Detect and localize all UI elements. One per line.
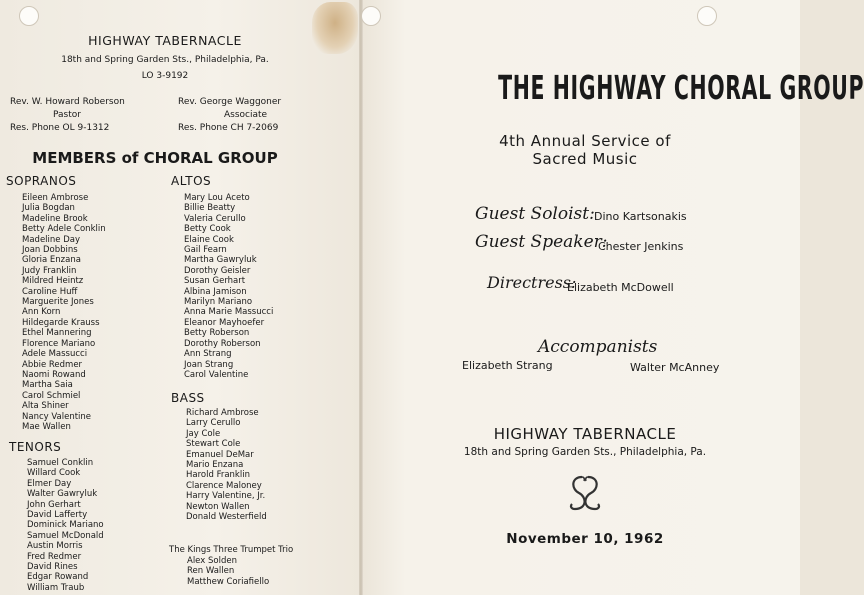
church-name: HIGHWAY TABERNACLE: [88, 33, 242, 48]
list-item: Ethel Mannering: [22, 328, 92, 339]
list-item: Harry Valentine, Jr.: [186, 491, 266, 502]
list-item: Susan Gerhart: [184, 276, 246, 287]
list-item: Dorothy Roberson: [184, 338, 261, 349]
event-date: November 10, 1962: [506, 531, 664, 547]
punch-hole-left: [19, 6, 39, 26]
list-item: Austin Morris: [27, 541, 83, 552]
list-item: Samuel McDonald: [27, 530, 104, 541]
list-item: Martha Saia: [22, 380, 73, 391]
list-item: Stewart Cole: [186, 439, 241, 450]
accompanist-1: Elizabeth Strang: [462, 359, 553, 372]
church-address: 18th and Spring Garden Sts., Philadelphia, Pa.: [61, 55, 269, 65]
list-item: Mario Enzana: [186, 460, 244, 471]
pastor-phone: Res. Phone OL 9-1312: [10, 123, 110, 133]
list-item: Naomi Rowand: [22, 369, 86, 380]
bass-list: [186, 408, 267, 522]
list-item: Betty Adele Conklin: [22, 224, 106, 235]
list-item: Anna Marie Massucci: [184, 307, 274, 318]
right-church-name: HIGHWAY TABERNACLE: [493, 425, 677, 443]
list-item: Richard Ambrose: [186, 408, 259, 418]
list-item: Mary Lou Aceto: [184, 193, 250, 203]
list-item: Donald Westerfield: [186, 512, 267, 523]
accompanists-label: Accompanists: [538, 337, 658, 357]
members-heading: MEMBERS of CHORAL GROUP: [32, 149, 278, 167]
trio-heading: The Kings Three Trumpet Trio: [169, 545, 294, 555]
list-item: Abbie Redmer: [22, 359, 83, 370]
pastor-title: Pastor: [53, 110, 81, 120]
list-item: Fred Redmer: [27, 551, 82, 562]
list-item: Caroline Huff: [22, 286, 78, 297]
altos-list: [184, 193, 273, 380]
list-item: Martha Gawryluk: [184, 255, 257, 266]
list-item: Adele Massucci: [22, 349, 88, 360]
list-item: Marguerite Jones: [22, 297, 94, 308]
list-item: Elaine Cook: [184, 234, 234, 245]
list-item: Florence Mariano: [22, 338, 96, 349]
list-item: Walter Gawryluk: [27, 489, 98, 500]
list-item: Madeline Brook: [22, 213, 88, 224]
list-item: Valeria Cerullo: [184, 213, 246, 224]
list-item: William Traub: [27, 582, 85, 593]
list-item: Ren Wallen: [187, 566, 235, 577]
list-item: Harold Franklin: [186, 470, 250, 481]
list-item: Samuel Conklin: [27, 458, 94, 468]
pastor-name: Rev. W. Howard Roberson: [10, 97, 125, 107]
list-item: Matthew Coriafiello: [187, 576, 270, 587]
list-item: Hildegarde Krauss: [22, 317, 100, 328]
tenors-heading: TENORS: [9, 440, 62, 454]
list-item: Emanuel DeMar: [186, 449, 254, 460]
list-item: Alex Solden: [187, 556, 237, 566]
punch-hole-right: [697, 6, 717, 26]
bass-heading: BASS: [171, 391, 205, 405]
list-item: Julia Bogdan: [22, 203, 75, 214]
tenors-list: [27, 458, 104, 593]
list-item: Elmer Day: [27, 478, 72, 489]
page-fold: [359, 0, 363, 595]
list-item: Dorothy Geisler: [184, 265, 251, 276]
list-item: Ann Strang: [184, 349, 232, 360]
program-title: THE HIGHWAY CHORAL GROUP: [498, 68, 864, 107]
list-item: John Gerhart: [27, 499, 81, 510]
directress-label: Directress:: [487, 273, 577, 292]
sopranos-list: [22, 193, 106, 432]
list-item: Marilyn Mariano: [184, 297, 253, 308]
church-phone: LO 3-9192: [141, 71, 189, 81]
subtitle-line-2: Sacred Music: [532, 150, 638, 168]
ornament-icon: [567, 473, 603, 513]
list-item: Larry Cerullo: [186, 418, 241, 429]
list-item: Willard Cook: [27, 468, 81, 479]
associate-title: Associate: [224, 110, 268, 120]
punch-hole-center: [361, 6, 381, 26]
right-church-address: 18th and Spring Garden Sts., Philadelphia, Pa.: [463, 446, 707, 458]
list-item: Joan Strang: [184, 359, 234, 370]
list-item: Billie Beatty: [184, 203, 236, 214]
sopranos-heading: SOPRANOS: [6, 174, 77, 188]
speaker-name: Chester Jenkins: [598, 240, 684, 253]
list-item: Edgar Rowand: [27, 572, 89, 583]
list-item: Carol Schmiel: [22, 390, 81, 401]
list-item: Eileen Ambrose: [22, 193, 89, 203]
list-item: Madeline Day: [22, 234, 80, 245]
list-item: Alta Shiner: [22, 401, 69, 412]
list-item: Carol Valentine: [184, 369, 249, 380]
list-item: Mildred Heintz: [22, 276, 84, 287]
list-item: Clarence Maloney: [186, 480, 262, 491]
list-item: Joan Dobbins: [22, 245, 78, 256]
list-item: David Lafferty: [27, 510, 88, 521]
list-item: Betty Cook: [184, 224, 231, 235]
trio-list: [187, 556, 269, 587]
list-item: Betty Roberson: [184, 328, 250, 339]
directress-name: Elizabeth McDowell: [567, 281, 674, 294]
soloist-name: Dino Kartsonakis: [594, 210, 687, 223]
list-item: Mae Wallen: [22, 421, 71, 432]
list-item: Gloria Enzana: [22, 255, 81, 266]
associate-name: Rev. George Waggoner: [178, 97, 282, 107]
list-item: Jay Cole: [186, 428, 221, 439]
list-item: Albina Jamison: [184, 286, 247, 297]
subtitle-line-1: 4th Annual Service of: [499, 132, 671, 150]
list-item: Newton Wallen: [186, 501, 250, 512]
soloist-label: Guest Soloist:: [475, 204, 595, 224]
list-item: Dominick Mariano: [27, 520, 104, 531]
list-item: Judy Franklin: [22, 265, 77, 276]
altos-heading: ALTOS: [171, 174, 212, 188]
list-item: Ann Korn: [22, 307, 61, 318]
list-item: Nancy Valentine: [22, 411, 92, 422]
list-item: David Rines: [27, 562, 78, 573]
associate-phone: Res. Phone CH 7-2069: [178, 123, 279, 133]
accompanist-2: Walter McAnney: [630, 361, 720, 374]
list-item: Eleanor Mayhoefer: [184, 317, 265, 328]
list-item: Gail Fearn: [184, 245, 227, 256]
speaker-label: Guest Speaker:: [475, 232, 608, 252]
